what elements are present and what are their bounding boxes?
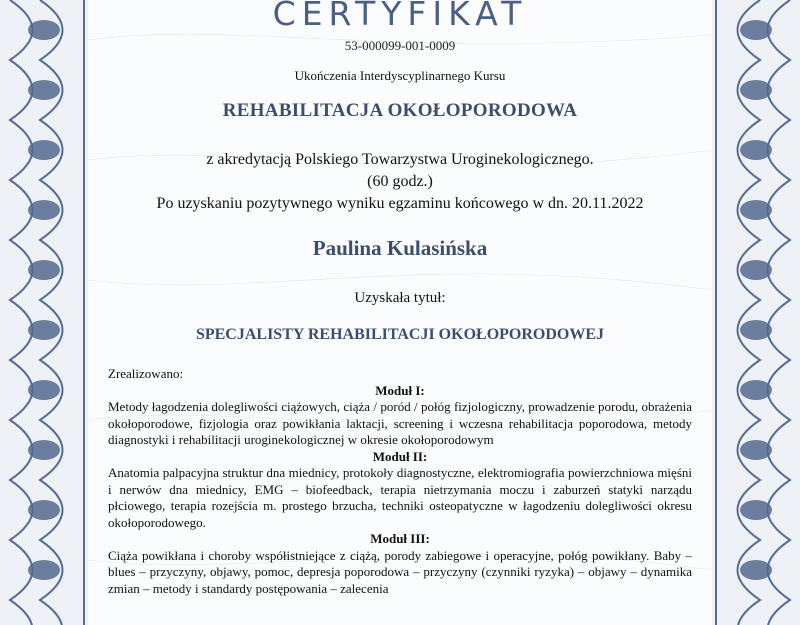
ornamental-border-right bbox=[712, 0, 800, 625]
degree-title: SPECJALISTY REHABILITACJI OKOŁOPORODOWEJ bbox=[195, 326, 605, 343]
ornamental-border-left bbox=[0, 0, 88, 625]
accreditation-text: z akredytacją Polskiego Towarzystwa Uroginekologicznego. bbox=[206, 151, 594, 168]
certificate-number: 53-000099-001-0009 bbox=[344, 38, 456, 53]
module-text: Ciąża powikłana i choroby współistniejące z ciążą, porody zabiegowe i operacyjne, połóg powikłany. Baby – blues – przyczyny, objawy, pomoc, depresja poporodowa – przyczyny (czynniki ryzyka) – objawy – dynamika zmian – metody i standardy postępowania – zalecenia bbox=[108, 547, 692, 596]
certificate-content bbox=[100, 0, 700, 625]
course-intro: Ukończenia Interdyscyplinarnego Kursu bbox=[294, 68, 506, 83]
module-title: Moduł I: bbox=[375, 382, 425, 398]
obtained-title-label: Uzyskała tytuł: bbox=[354, 290, 446, 306]
recipient-name: Paulina Kulasińska bbox=[312, 236, 488, 260]
realized-label: Zrealizowano: bbox=[108, 366, 184, 381]
modules-section bbox=[108, 366, 692, 597]
exam-text: Po uzyskaniu pozytywnego wyniku egzaminu końcowego w dn. 20.11.2022 bbox=[156, 195, 644, 212]
course-name: REHABILITACJA OKOŁOPORODOWA bbox=[222, 100, 578, 121]
module-text: Metody łagodzenia dolegliwości ciążowych, ciąża / poród / połóg fizjologiczny, prowadzenie porodu, obrażenia okołoporodowe, fizjologia oraz powikłania laktacji, screening i wczesna rehabilitacja poporodowa, metody diagnostyki i rehabilitacji uroginekologicznej w okresie okołoporodowym bbox=[108, 399, 692, 447]
certificate-title: CERTYFIKAT bbox=[272, 0, 528, 33]
module-text: Anatomia palpacyjna struktur dna miednicy, protokoły diagnostyczne, elektromiografia powierzchniowa mięśni i nerwów dna miednicy, EMG – biofeedback, terapia nietrzymania moczu i zaburzeń statyki narządu płciowego, terapia rozejścia m. prostego brzucha, techniki osteopatyczne w łagodzeniu dolegliwości okresu okołoporodowego. bbox=[108, 465, 692, 530]
hours-text: (60 godz.) bbox=[367, 173, 433, 190]
module-title: Moduł II: bbox=[372, 448, 428, 464]
accreditation-block bbox=[100, 149, 700, 215]
module-title: Moduł III: bbox=[370, 531, 430, 546]
